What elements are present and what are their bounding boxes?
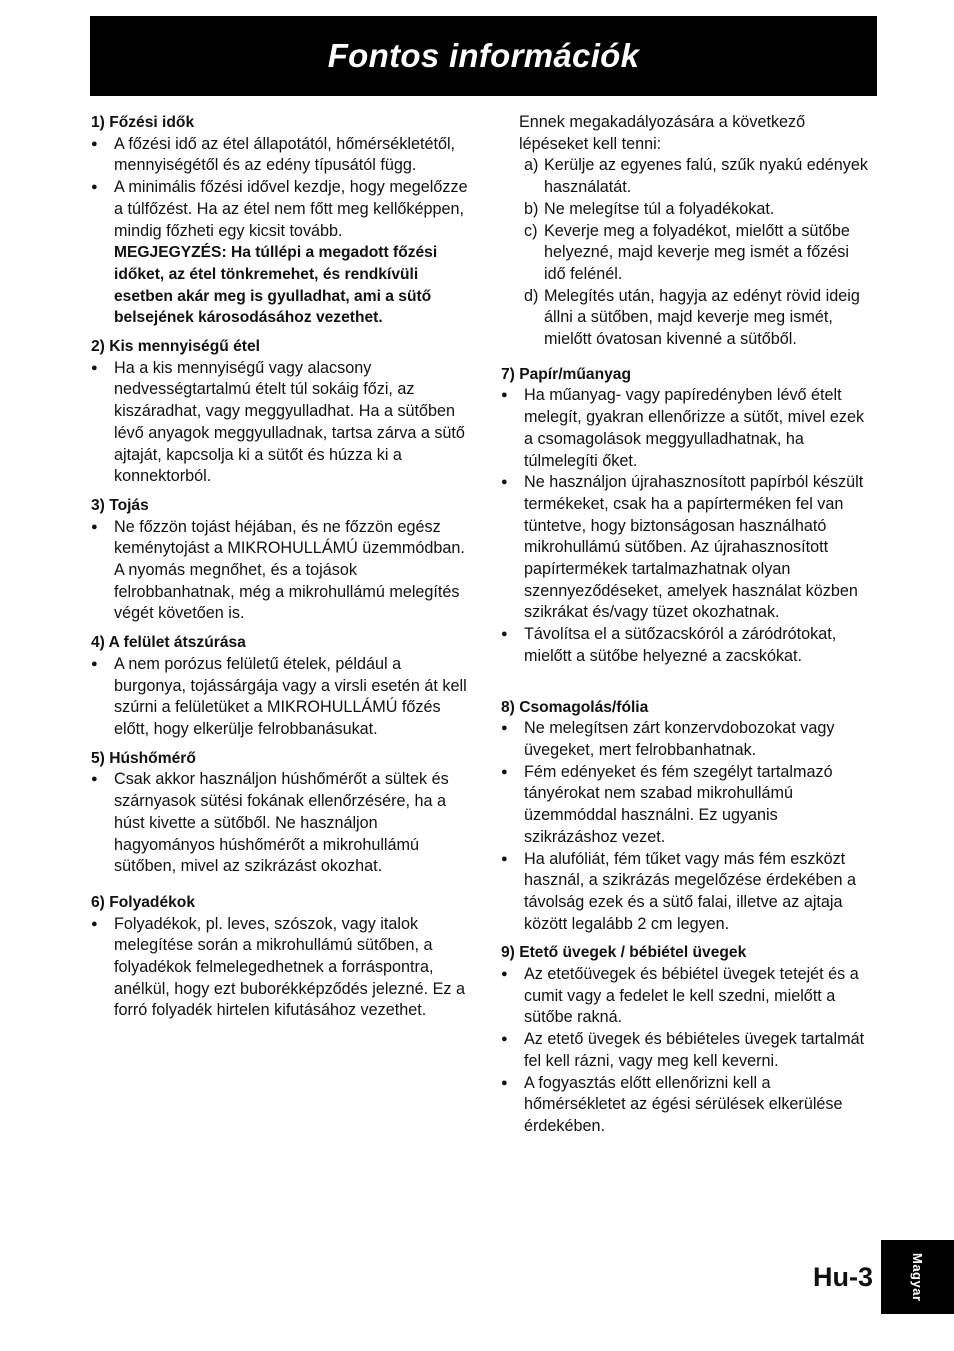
item-marker: c) xyxy=(524,221,538,240)
item-marker: d) xyxy=(524,286,539,305)
section-heading: 7) Papír/műanyag xyxy=(501,365,631,383)
lettered-item xyxy=(524,155,873,198)
note-text: MEGJEGYZÉS: Ha túllépi a megadott főzési időket, az étel tönkremehet, és rendkívüli esetben akár meg is gyulladhat, ami a sütő belsejének károsodásához vezethet. xyxy=(114,244,438,327)
bullet-item: ● Ha műanyag- vagy papíredényben lévő ételt melegít, gyakran ellenőrizze a sütőt, mivel ezek a csomagolások meggyulladhatnak, ha túlmelegíti őket. xyxy=(501,385,873,472)
spacer xyxy=(501,675,873,697)
section-heading: 4) A felület átszúrása xyxy=(91,634,246,652)
bullet-list xyxy=(91,517,473,626)
language-tab xyxy=(881,1240,954,1314)
bullet-item: ● Az etető üvegek és bébiételes üvegek tartalmát fel kell rázni, vagy meg kell keverni. xyxy=(501,1029,873,1072)
section-heading: 2) Kis mennyiségű étel xyxy=(91,338,260,356)
bullet-list xyxy=(91,769,473,878)
bullet-item: ● Csak akkor használjon húshőmérőt a sültek és szárnyasok sütési fokának ellenőrzésére, ha a húst kivette a sütőből. Ne használjon hagyományos húshőmérőt a mikrohullámú sütőben, mivel az szikrázást okozhat. xyxy=(91,769,473,878)
section-meat-thermometer xyxy=(91,748,473,878)
section-baby-bottles xyxy=(501,942,873,1137)
lettered-list xyxy=(501,155,873,350)
lettered-item xyxy=(524,199,873,221)
section-piercing xyxy=(91,632,473,741)
item-text: Kerülje az egyenes falú, szűk nyakú edények használatát. xyxy=(544,156,868,197)
bullet-item: ● Folyadékok, pl. leves, szószok, vagy italok melegítése során a mikrohullámú sütőben, a folyadékok felmelegedhetnek a forráspontra, anélkül, hogy ezt buborékképződés jelezné. Ez a forró folyadék hirtelen kifutásához vezethet. xyxy=(91,914,473,1023)
bullet-list xyxy=(91,134,473,329)
item-text: Melegítés után, hagyja az edényt rövid ideig állni a sütőben, majd keverje meg ismét, mielőtt óvatosan kivenné a sütőből. xyxy=(544,286,860,349)
section-small-quantity xyxy=(91,336,473,488)
right-column xyxy=(501,112,873,1145)
section-liquids xyxy=(91,892,473,1022)
section-packaging-foil xyxy=(501,697,873,936)
section-liquids-continued xyxy=(501,112,873,351)
bullet-item: ● Ne főzzön tojást héjában, és ne főzzön egész keménytojást a MIKROHULLÁMÚ üzemmódban. A nyomás megnőhet, és a tojások felrobbanhatnak, még a mikrohullámú melegítés végét követően is. xyxy=(91,517,473,626)
bullet-item xyxy=(91,177,473,329)
bullet-list xyxy=(91,358,473,488)
lettered-item xyxy=(524,221,873,286)
section-paper-plastic xyxy=(501,364,873,668)
intro-text: Ennek megakadályozására a következő lépéseket kell tenni: xyxy=(519,113,806,153)
section-heading: 8) Csomagolás/fólia xyxy=(501,698,649,716)
bullet-list xyxy=(91,914,473,1023)
bullet-item: ● Ne melegítsen zárt konzervdobozokat vagy üvegeket, mert felrobbanhatnak. xyxy=(501,718,873,761)
left-column xyxy=(91,112,473,1029)
page-title: Fontos információk xyxy=(327,37,640,74)
bullet-item: ● A fogyasztás előtt ellenőrizni kell a hőmérsékletet az égési sérülések elkerülése érdekében. xyxy=(501,1073,873,1138)
bullet-item: ● Ha alufóliát, fém tűket vagy más fém eszközt használ, a szikrázás megelőzése érdekében a távolság ezek és a sütő falai, illetve az ajtaja között legalább 2 cm legyen. xyxy=(501,849,873,936)
item-marker: a) xyxy=(524,156,539,175)
language-tab-label: Magyar xyxy=(910,1252,925,1302)
bullet-list xyxy=(91,654,473,741)
section-cooking-times xyxy=(91,112,473,329)
section-heading: 9) Etető üvegek / bébiétel üvegek xyxy=(501,944,747,962)
section-heading: 5) Húshőmérő xyxy=(91,749,196,767)
lettered-item xyxy=(524,286,873,351)
bullet-list xyxy=(501,964,873,1138)
bullet-item: ● Ha a kis mennyiségű vagy alacsony nedvességtartalmú ételt túl sokáig főzi, az kiszáradhat, vagy meggyulladhat. Ha a sütőben lévő anyagok meggyulladnak, tartsa zárva a sütő ajtaját, kapcsolja ki a sütőt és húzza ki a konnektorból. xyxy=(91,358,473,488)
bullet-item: ● Az etetőüvegek és bébiétel üvegek tetejét és a cumit vagy a fedelet le kell szedni, mielőtt a sütőbe rakná. xyxy=(501,964,873,1029)
page-number: Hu-3 xyxy=(813,1262,873,1292)
bullet-item: ● A főzési idő az étel állapotától, hőmérsékletétől, mennyiségétől és az edény típusától függ. xyxy=(91,134,473,177)
item-text: Ne melegítse túl a folyadékokat. xyxy=(544,199,775,218)
section-heading: 1) Főzési idők xyxy=(91,114,195,131)
section-heading: 3) Tojás xyxy=(91,496,149,514)
section-eggs xyxy=(91,495,473,625)
bullet-list xyxy=(501,718,873,935)
title-bar xyxy=(90,16,877,96)
bullet-item: ● Távolítsa el a sütőzacskóról a záródrótokat, mielőtt a sütőbe helyezné a zacskókat. xyxy=(501,624,873,667)
item-marker: b) xyxy=(524,199,539,218)
bullet-text: A minimális főzési idővel kezdje, hogy megelőzze a túlfőzést. Ha az étel nem főtt meg kellőképpen, mindig főzheti egy kicsit tovább. xyxy=(114,178,468,240)
bullet-item: ● Fém edényeket és fém szegélyt tartalmazó tányérokat nem szabad mikrohullámú üzemmóddal használni. Ez ugyanis szikrázáshoz vezet. xyxy=(501,762,873,849)
bullet-item: ● Ne használjon újrahasznosított papírból készült termékeket, csak ha a papírterméken fel van tüntetve, hogy biztonságosan használható mikrohullámú sütőben. Az újrahasznosított papírtermékek tartalmazhatnak olyan szennyeződéseket, amelyek használat közben szikrákat és/vagy tüzet okozhatnak. xyxy=(501,472,873,624)
item-text: Keverje meg a folyadékot, mielőtt a sütőbe helyezné, majd keverje meg ismét a főzési idő felénél. xyxy=(544,221,850,283)
bullet-list xyxy=(501,385,873,667)
section-heading: 6) Folyadékok xyxy=(91,893,195,911)
bullet-item: ● A nem porózus felületű ételek, például a burgonya, tojássárgája vagy a virsli esetén át kell szúrni a felületüket a MIKROHULLÁMÚ főzés előtt, hogy elkerülje felrobbanásukat. xyxy=(91,654,473,741)
